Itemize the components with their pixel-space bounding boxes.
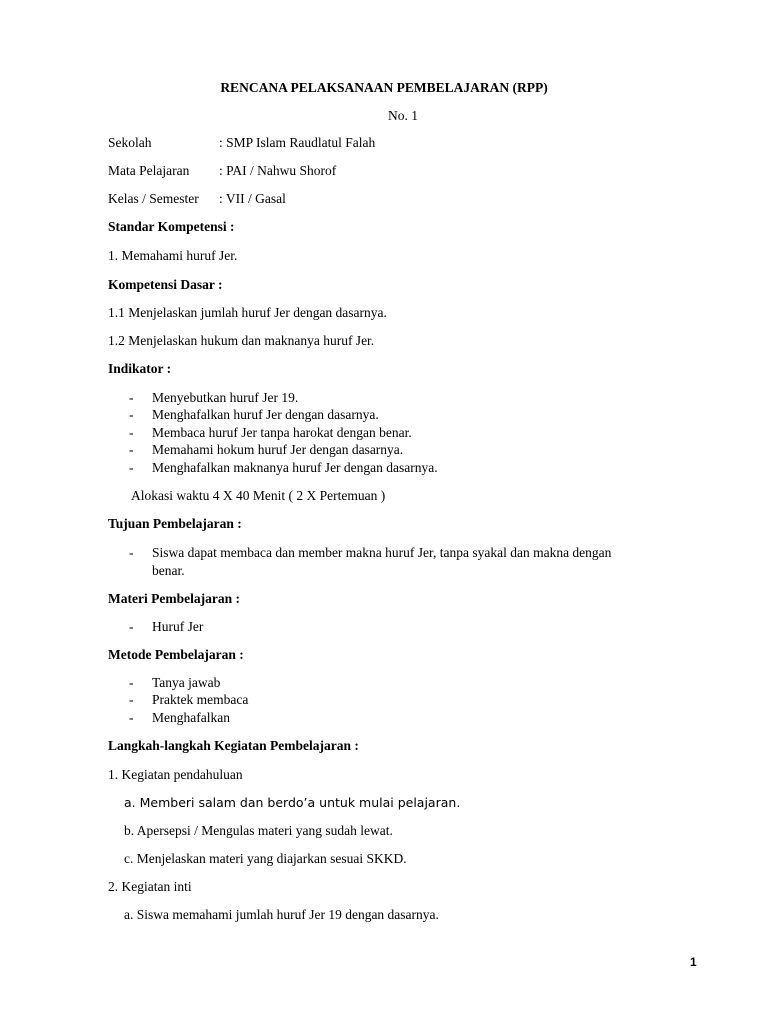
metode-heading: Metode Pembelajaran : xyxy=(108,647,244,662)
standar-item: 1. Memahami huruf Jer. xyxy=(108,248,238,263)
info-value-mata-pelajaran: : PAI / Nahwu Shorof xyxy=(219,163,337,178)
materi-heading: Materi Pembelajaran : xyxy=(108,591,240,606)
alokasi-waktu: Alokasi waktu 4 X 40 Menit ( 2 X Pertemuan ) xyxy=(131,488,386,503)
page-number: 1 xyxy=(690,955,697,969)
indikator-heading: Indikator : xyxy=(108,361,172,376)
tujuan-item-line: Siswa dapat membaca dan member makna huruf Jer, tanpa syakal dan makna dengan xyxy=(152,545,612,560)
info-value-sekolah: : SMP Islam Raudlatul Falah xyxy=(219,135,376,150)
materi-item: Huruf Jer xyxy=(152,619,204,634)
langkah-heading: Langkah-langkah Kegiatan Pembelajaran : xyxy=(108,738,359,753)
inti-item: a. Siswa memahami jumlah huruf Jer 19 dengan dasarnya. xyxy=(124,907,439,922)
list-bullet: - xyxy=(129,442,134,457)
kegiatan-inti-label: 2. Kegiatan inti xyxy=(108,879,192,894)
document-number: No. 1 xyxy=(388,108,418,123)
indikator-item: Menghafalkan maknanya huruf Jer dengan dasarnya. xyxy=(152,460,438,475)
list-bullet: - xyxy=(129,545,134,560)
info-label-sekolah: Sekolah xyxy=(108,135,152,150)
indikator-item: Membaca huruf Jer tanpa harokat dengan benar. xyxy=(152,425,412,440)
document-title: RENCANA PELAKSANAAN PEMBELAJARAN (RPP) xyxy=(220,80,548,95)
metode-item: Tanya jawab xyxy=(152,675,221,690)
pendahuluan-item: a. Memberi salam dan berdo’a untuk mulai pelajaran. xyxy=(124,795,461,810)
list-bullet: - xyxy=(129,460,134,475)
info-label-kelas-semester: Kelas / Semester xyxy=(108,191,199,206)
pendahuluan-item: b. Apersepsi / Mengulas materi yang sudah lewat. xyxy=(124,823,393,838)
list-bullet: - xyxy=(129,390,134,405)
tujuan-item-line: benar. xyxy=(152,563,185,578)
list-bullet: - xyxy=(129,675,134,690)
metode-item: Menghafalkan xyxy=(152,710,230,725)
pendahuluan-item: c. Menjelaskan materi yang diajarkan sesuai SKKD. xyxy=(124,851,407,866)
info-value-kelas-semester: : VII / Gasal xyxy=(219,191,286,206)
kompetensi-item: 1.1 Menjelaskan jumlah huruf Jer dengan dasarnya. xyxy=(108,305,387,320)
indikator-item: Menyebutkan huruf Jer 19. xyxy=(152,390,299,405)
list-bullet: - xyxy=(129,692,134,707)
standar-heading: Standar Kompetensi : xyxy=(108,219,235,234)
kompetensi-item: 1.2 Menjelaskan hukum dan maknanya huruf Jer. xyxy=(108,333,375,348)
kegiatan-pendahuluan-label: 1. Kegiatan pendahuluan xyxy=(108,767,243,782)
tujuan-heading: Tujuan Pembelajaran : xyxy=(108,516,242,531)
indikator-item: Menghafalkan huruf Jer dengan dasarnya. xyxy=(152,407,379,422)
list-bullet: - xyxy=(129,407,134,422)
list-bullet: - xyxy=(129,619,134,634)
info-label-mata-pelajaran: Mata Pelajaran xyxy=(108,163,190,178)
list-bullet: - xyxy=(129,710,134,725)
list-bullet: - xyxy=(129,425,134,440)
indikator-item: Memahami hokum huruf Jer dengan dasarnya. xyxy=(152,442,404,457)
kompetensi-heading: Kompetensi Dasar : xyxy=(108,277,223,292)
metode-item: Praktek membaca xyxy=(152,692,249,707)
